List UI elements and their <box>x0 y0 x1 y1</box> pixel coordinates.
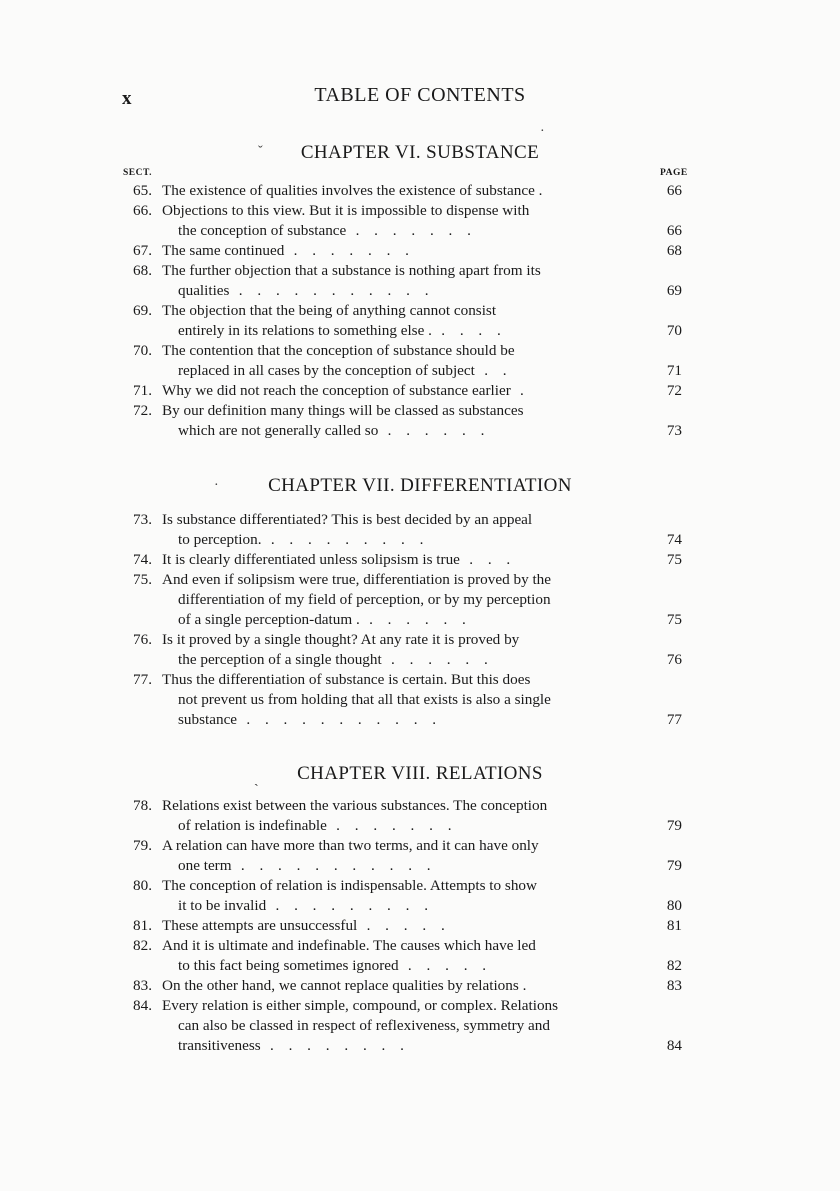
entry-text: The contention that the conception of substance should be <box>162 342 515 359</box>
entry-text: transitiveness . . . . . . . . <box>178 1037 410 1054</box>
page-ref: 79 <box>666 817 682 834</box>
entry-text: Is substance differentiated? This is best decided by an appeal <box>162 511 533 528</box>
entry-text: replaced in all cases by the conception of subject . . <box>178 362 513 379</box>
section-number: 75. <box>133 571 152 588</box>
entry-text: not prevent us from holding that all that exists is also a single <box>178 691 551 708</box>
toc-entry <box>120 302 685 342</box>
page-ref: 79 <box>666 857 682 874</box>
entry-text: Why we did not reach the conception of substance earlier . <box>162 382 530 399</box>
column-label-page: PAGE <box>660 168 688 178</box>
toc-entry <box>120 877 685 917</box>
entry-text: By our definition many things will be classed as substances <box>162 402 524 419</box>
entry-text: Thus the differentiation of substance is certain. But this does <box>162 671 531 688</box>
section-number: 72. <box>133 402 152 419</box>
toc-entry <box>120 937 685 977</box>
section-number: 73. <box>133 511 152 528</box>
entry-text: can also be classed in respect of reflexiveness, symmetry and <box>178 1017 550 1034</box>
dot-leaders: . . . . . . . <box>346 222 477 239</box>
section-number: 70. <box>133 342 152 359</box>
toc-entry <box>120 382 685 402</box>
page-ref: 84 <box>666 1037 682 1054</box>
section-number: 76. <box>133 631 152 648</box>
section-number: 79. <box>133 837 152 854</box>
section-number: 82. <box>133 937 152 954</box>
toc-entry <box>120 917 685 937</box>
page-ref: 71 <box>666 362 682 379</box>
section-number: 78. <box>133 797 152 814</box>
entry-text: of a single perception-datum . . . . . . . <box>178 611 472 628</box>
toc-entry <box>120 262 685 302</box>
section-number: 81. <box>133 917 152 934</box>
page-ref: 73 <box>666 422 682 439</box>
section-number: 71. <box>133 382 152 399</box>
dot-leaders: . . . . . . <box>381 651 494 668</box>
dot-leaders: . . . . . . . . <box>260 1037 410 1054</box>
dot-leaders: . . . . . . <box>359 611 472 628</box>
page-ref: 70 <box>666 322 682 339</box>
column-label-sect: SECT. <box>123 168 152 178</box>
entry-text: Is it proved by a single thought? At any rate it is proved by <box>162 631 520 648</box>
entry-text: The conception of relation is indispensable. Attempts to show <box>162 877 537 894</box>
section-number: 68. <box>133 262 152 279</box>
entry-text: Relations exist between the various substances. The conception <box>162 797 548 814</box>
toc-entry <box>120 571 685 631</box>
toc-entry <box>120 511 685 551</box>
dot-leaders: . . . . . . . . . <box>266 897 434 914</box>
entry-text: which are not generally called so . . . . . . <box>178 422 490 439</box>
page-ref: 66 <box>666 222 682 239</box>
dot-leaders: . . <box>474 362 513 379</box>
chapter-title: CHAPTER VII. DIFFERENTIATION <box>268 475 572 496</box>
page-ref: 77 <box>666 711 682 728</box>
entry-text: one term . . . . . . . . . . . <box>178 857 437 874</box>
entry-text: The further objection that a substance is nothing apart from its <box>162 262 541 279</box>
toc-entry <box>120 837 685 877</box>
page-ref: 66 <box>666 182 682 199</box>
stray-mark: · <box>214 478 219 493</box>
entry-text: it to be invalid . . . . . . . . . <box>178 897 434 914</box>
entry-text: And it is ultimate and indefinable. The causes which have led <box>162 937 536 954</box>
entry-text: On the other hand, we cannot replace qualities by relations . <box>162 977 527 994</box>
entry-text: differentiation of my field of perception, or by my perception <box>178 591 551 608</box>
toc-entry <box>120 797 685 837</box>
toc-entry <box>120 402 685 442</box>
entry-text: And even if solipsism were true, differentiation is proved by the <box>162 571 552 588</box>
entry-text: to this fact being sometimes ignored . . . . . <box>178 957 492 974</box>
toc-entry <box>120 631 685 671</box>
toc-entry <box>120 551 685 571</box>
chapter-title: CHAPTER VIII. RELATIONS <box>297 763 543 784</box>
dot-leaders: . <box>510 382 530 399</box>
page-ref: 69 <box>666 282 682 299</box>
running-head: TABLE OF CONTENTS <box>314 84 526 106</box>
page-ref: 76 <box>666 651 682 668</box>
toc-entry <box>120 997 685 1057</box>
page-ref: 75 <box>666 611 682 628</box>
dot-leaders: . . . . . <box>357 917 451 934</box>
entry-text: the conception of substance . . . . . . . <box>178 222 477 239</box>
section-number: 69. <box>133 302 152 319</box>
toc-entry <box>120 671 685 731</box>
dot-leaders: . . . . . . . . . <box>261 531 429 548</box>
page-ref: 74 <box>666 531 682 548</box>
toc-entry <box>120 977 685 997</box>
stray-mark: ˎ <box>254 772 259 787</box>
page-ref: 68 <box>666 242 682 259</box>
entry-text: It is clearly differentiated unless solipsism is true . . . <box>162 551 516 568</box>
dot-leaders: . . . . . . . . . . . <box>231 857 437 874</box>
page-ref: 83 <box>666 977 682 994</box>
dot-leaders: . . . <box>459 551 516 568</box>
page-ref: 72 <box>666 382 682 399</box>
page-ref: 82 <box>666 957 682 974</box>
entry-text: substance . . . . . . . . . . . <box>178 711 442 728</box>
stray-mark: · <box>540 124 545 139</box>
page-number: x <box>122 88 132 109</box>
section-number: 66. <box>133 202 152 219</box>
page-ref: 75 <box>666 551 682 568</box>
dot-leaders: . . . . . . . . . . . <box>237 711 442 728</box>
entry-text: the perception of a single thought . . . . . . <box>178 651 494 668</box>
toc-entry <box>120 182 685 202</box>
entry-text: entirely in its relations to something else . . . . . <box>178 322 507 339</box>
entry-text: Every relation is either simple, compound, or complex. Relations <box>162 997 559 1014</box>
entry-text: The objection that the being of anything cannot consist <box>162 302 497 319</box>
entry-text: qualities . . . . . . . . . . . <box>178 282 434 299</box>
entry-text: A relation can have more than two terms, and it can have only <box>162 837 539 854</box>
toc-entry <box>120 202 685 242</box>
page-ref: 81 <box>666 917 682 934</box>
dot-leaders: . . . . . . . . . . . <box>229 282 434 299</box>
section-number: 84. <box>133 997 152 1014</box>
entry-text: The same continued . . . . . . . <box>162 242 415 259</box>
entry-text: to perception. . . . . . . . . . <box>178 531 429 548</box>
toc-entry <box>120 242 685 262</box>
section-number: 65. <box>133 182 152 199</box>
page-ref: 80 <box>666 897 682 914</box>
dot-leaders: . . . . . . . <box>284 242 415 259</box>
dot-leaders: . . . . . . . <box>326 817 458 834</box>
section-number: 67. <box>133 242 152 259</box>
dot-leaders: . . . . . . <box>378 422 490 439</box>
section-number: 83. <box>133 977 152 994</box>
stray-mark: ˇ <box>258 144 263 159</box>
dot-leaders: . . . . . <box>398 957 492 974</box>
toc-entry <box>120 342 685 382</box>
section-number: 74. <box>133 551 152 568</box>
entry-text: Objections to this view. But it is impossible to dispense with <box>162 202 530 219</box>
entry-text: of relation is indefinable . . . . . . . <box>178 817 458 834</box>
chapter-title: CHAPTER VI. SUBSTANCE <box>300 142 540 163</box>
section-number: 80. <box>133 877 152 894</box>
dot-leaders: . . . . <box>431 322 507 339</box>
section-number: 77. <box>133 671 152 688</box>
entry-text: The existence of qualities involves the existence of substance . <box>162 182 543 199</box>
entry-text: These attempts are unsuccessful . . . . . <box>162 917 451 934</box>
